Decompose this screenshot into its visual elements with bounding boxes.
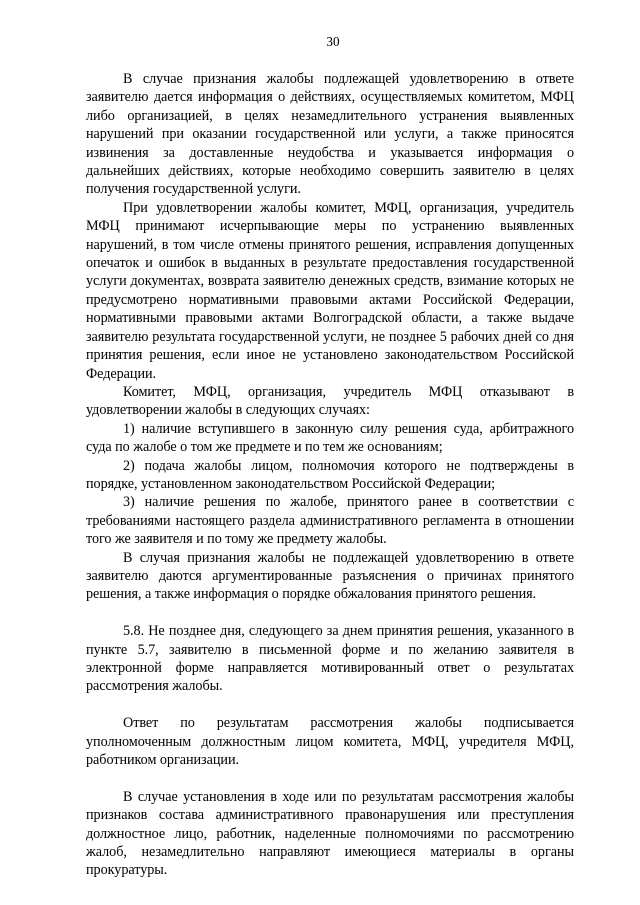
page-number: 30 [326,34,340,49]
paragraph-prosecutor-referral: В случае установления в ходе или по результатам рассмотрения жалобы признаков состава административного правонарушения или преступления должностное лицо, работник, наделенные полномочиями по рассмотрению жалоб, незамедлительно направляют имеющиеся материалы в органы прокуратуры. [86,788,574,879]
paragraph-response-signature: Ответ по результатам рассмотрения жалобы подписывается уполномоченным должностным лицом комитета, МФЦ, учредителя МФЦ, работником организации. [86,715,574,768]
paragraph-refusal-response: В случая признания жалобы не подлежащей удовлетворению в ответе заявителю даются аргументированные разъяснения о причинах принятого решения, а также информация о порядке обжалования принятого решения. [86,549,574,603]
paragraph-measures-on-satisfaction: При удовлетворении жалобы комитет, МФЦ, организация, учредитель МФЦ принимают исчерпывающие меры по устранению выявленных нарушений, в том числе отмены принятого решения, исправления допущенных опечаток и ошибок в выданных в результате предоставления государственной услуги документах, возврата заявителю денежных средств, взимание которых не предусмотрено нормативными правовыми актами Российской Федерации, нормативными правовыми актами Волгоградской области, а также выдаче заявителю результата государственной услуги, не позднее 5 рабочих дней со дня принятия решения, если иное не установлено законодательством Российской Федерации. [86,199,574,382]
paragraph-refusal-cases-intro: Комитет, МФЦ, организация, учредитель МФЦ отказывают в удовлетворении жалобы в следующих случаях: [86,383,574,419]
list-item-refusal-case-1: 1) наличие вступившего в законную силу решения суда, арбитражного суда по жалобе о том же предмете и по тем же основаниям; [86,420,574,456]
list-item-refusal-case-2: 2) подача жалобы лицом, полномочия которого не подтверждены в порядке, установленном законодательством Российской Федерации; [86,457,574,492]
paragraph-section-5-8: 5.8. Не позднее дня, следующего за днем принятия решения, указанного в пункте 5.7, заявителю в письменной форме и по желанию заявителя в электронной форме направляется мотивированный ответ о результатах рассмотрения жалобы. [86,623,574,695]
paragraph-complaint-satisfied-response: В случае признания жалобы подлежащей удовлетворению в ответе заявителю дается информация о действиях, осуществляемых комитетом, МФЦ либо организацией, в целях незамедлительного устранения выявленных нарушений при оказании государственной или услуги, а также приносятся извинения за доставленные неудобства и указывается информация о дальнейших действиях, которые необходимо совершить заявителю в целях получения государственной услуги. [86,71,574,198]
list-item-refusal-case-3: 3) наличие решения по жалобе, принятого ранее в соответствии с требованиями настоящего раздела административного регламента в отношении того же заявителя и по тому же предмету жалобы. [86,494,574,548]
